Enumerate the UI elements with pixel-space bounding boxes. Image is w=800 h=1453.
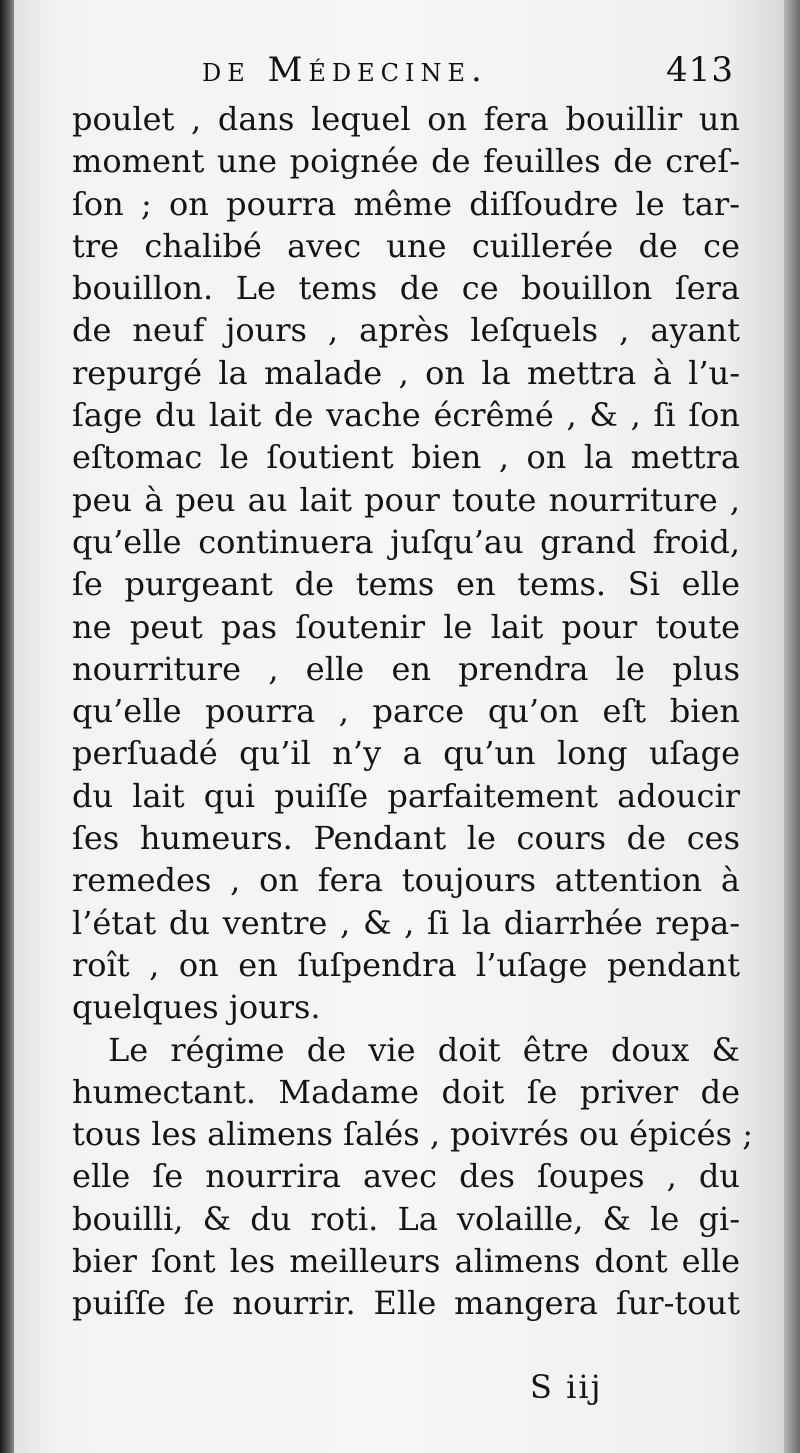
page-edge-shadow: [784, 0, 800, 1453]
text-line: perſuadé qu’il n’y a qu’un long uſage: [72, 734, 740, 773]
text-line: qu’elle continuera juſqu’au grand froid,: [72, 522, 740, 561]
text-line: ne peut pas ſoutenir le lait pour toute: [72, 607, 740, 646]
text-line: nourriture , elle en prendra le plus: [72, 649, 740, 688]
text-line: humectant. Madame doit ſe priver de: [72, 1072, 740, 1111]
text-line: remedes , on fera toujours attention à: [72, 861, 740, 900]
text-line: puiſſe ſe nourrir. Elle mangera ſur-tout: [72, 1284, 740, 1323]
text-line: ſage du lait de vache écrêmé , & , ſi ſon: [72, 396, 740, 435]
page-number: 413: [666, 50, 734, 90]
text-line: bouillon. Le tems de ce bouillon ſera: [72, 269, 740, 308]
text-line: peu à peu au lait pour toute nourriture ,: [72, 480, 740, 519]
page-body: [72, 98, 753, 1325]
running-title: de Médecine.: [202, 50, 488, 90]
text-line: moment une poignée de feuilles de creſ-: [72, 142, 740, 181]
book-spine-shadow: [0, 0, 14, 1453]
book-page: [14, 0, 784, 1453]
text-line: roît , on en ſuſpendra l’uſage pendant: [72, 945, 740, 984]
text-line: du lait qui puiſſe parfaitement adoucir: [72, 776, 740, 815]
text-line: qu’elle pourra , parce qu’on eſt bien: [72, 692, 740, 731]
text-line: bier ſont les meilleurs alimens dont elle: [72, 1242, 740, 1281]
signature-mark: S iij: [530, 1368, 603, 1406]
text-line: ſes humeurs. Pendant le cours de ces: [72, 819, 740, 858]
text-line: bouilli, & du roti. La volaille, & le gi-: [72, 1199, 740, 1238]
text-line: l’état du ventre , & , ſi la diarrhée repa-: [72, 903, 740, 942]
paragraph-start-line: Le régime de vie doit être doux &: [108, 1030, 740, 1069]
page-header: [202, 50, 734, 98]
text-line: quelques jours.: [72, 988, 321, 1027]
text-line: elle ſe nourrira avec des ſoupes , du: [72, 1157, 740, 1196]
text-line: eſtomac le ſoutient bien , on la mettra: [72, 438, 740, 477]
text-line: de neuf jours , après leſquels , ayant: [72, 311, 740, 350]
text-line: tre chalibé avec une cuillerée de ce: [72, 226, 740, 265]
text-line: ſon ; on pourra même diſſoudre le tar-: [72, 184, 740, 223]
text-line: tous les alimens ſalés , poivrés ou épicés ;: [72, 1115, 753, 1154]
text-line: poulet , dans lequel on fera bouillir un: [72, 100, 740, 138]
text-line: repurgé la malade , on la mettra à l’u-: [72, 353, 740, 392]
text-line: ſe purgeant de tems en tems. Si elle: [72, 565, 740, 604]
